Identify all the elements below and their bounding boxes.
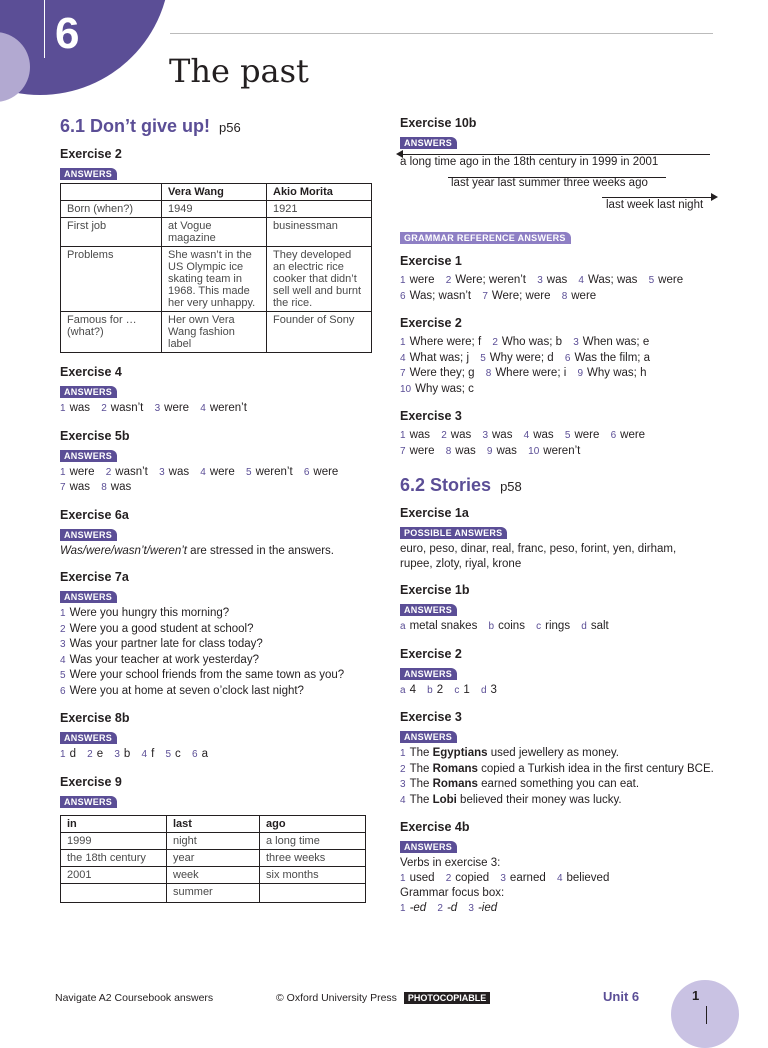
table-header: Vera Wang [162,184,267,201]
stories-exercise-1a [400,506,730,571]
exercise-title: Exercise 2 [400,646,462,661]
grammar-reference-badge: GRAMMAR REFERENCE ANSWERS [400,232,571,244]
exercise-title: Exercise 4b [400,820,470,834]
answers-badge: ANSWERS [400,137,457,149]
section-6-1-title: 6.1 Don’t give up! [60,116,211,136]
table-header: in [61,815,167,832]
exercise-title: Exercise 3 [400,409,462,423]
exercise-9 [60,775,380,903]
table-header-row [61,815,366,832]
left-arrow [402,154,710,155]
table-cell: 1921 [267,201,372,218]
table-cell: They developed an electric rice cooker that didn’t sell well and burnt the rice. [267,247,372,312]
answers-badge: ANSWERS [400,731,457,743]
photocopiable-badge: PHOTOCOPIABLE [404,992,490,1004]
answer-line: 5 Were your school friends from the same town as you? [60,669,345,681]
exercise-8b [60,711,380,763]
exercise-title: Exercise 9 [60,774,122,789]
answer-line: a metal snakes b coins c rings d salt [400,620,609,632]
exercise-title: Exercise 6a [60,507,129,522]
footer-copyright: © Oxford University Press PHOTOCOPIABLE [276,992,490,1004]
unit-number: 6 [55,9,80,58]
right-column [400,116,730,928]
answer-line: 7 were 8 was 9 was 10 weren’t [400,444,581,457]
answer-line: 1 used 2 copied 3 earned 4 believed [400,871,610,884]
answer-line: Verbs in exercise 3: [400,857,501,869]
exercise-title: Exercise 2 [400,316,462,330]
answers-badge: ANSWERS [400,668,457,680]
table-cell: 1949 [162,201,267,218]
answer-line: 1 Were you hungry this morning? [60,607,230,619]
exercise-title: Exercise 1a [400,506,469,520]
answer-line: 7 Were they; g 8 Where were; i 9 Why was; h [400,367,647,379]
table-cell: She wasn’t in the US Olympic ice skating team in 1968. This made her very unhappy. [162,247,267,312]
answer-line: 1 -ed 2 -d 3 -ied [400,901,498,914]
answer-line: 2 The Romans copied a Turkish idea in the first century BCE. [400,762,714,775]
answers-badge: ANSWERS [60,450,117,462]
time-expressions-timeline [400,152,720,218]
table-row [61,218,372,247]
table-cell: at Vogue magazine [162,218,267,247]
exercise-9-table [60,815,366,903]
answer-line: 1 Where were; f 2 Who was; b 3 When was; e [400,336,650,348]
answer-line: 1 was 2 wasn’t 3 were 4 weren’t [60,402,247,414]
answer-line: 1 d 2 e 3 b 4 f 5 c 6 a [60,748,208,760]
answer-line: euro, peso, dinar, real, franc, peso, forint, yen, dirham, rupee, zloty, riyal, krone [400,543,677,570]
exercise-7a [60,570,380,699]
page-number-rule [706,1006,707,1024]
table-row: the 18th century year three weeks [61,849,366,866]
table-row: 2001 week six months [61,866,366,883]
answers-badge: ANSWERS [60,732,117,744]
answer-line: 2 Were you a good student at school? [60,622,254,635]
table-row [61,312,372,353]
answer-line: 3 The Romans earned something you can eat. [400,778,640,790]
right-arrow [602,197,712,198]
footer-unit: Unit 6 [603,989,640,1004]
exercise-title: Exercise 1 [400,254,462,268]
answer-line: 1 were 2 Were; weren’t 3 was 4 Was; was 5 were [400,274,684,286]
exercise-6a [60,508,380,559]
answer-line: 10 Why was; c [400,382,474,395]
table-header [61,184,162,201]
exercise-10b [400,116,730,218]
table-cell: Her own Vera Wang fashion label [162,312,267,353]
section-6-1-page: p56 [219,120,241,135]
table-header: ago [260,815,366,832]
exercise-title: Exercise 10b [400,116,477,130]
table-cell: businessman [267,218,372,247]
answers-badge: ANSWERS [60,168,117,180]
section-6-2-heading [400,475,730,496]
header-rule [170,33,713,34]
grammar-exercise-3 [400,409,730,459]
page-number: 1 [692,988,700,1003]
exercise-title: Exercise 3 [400,710,462,724]
stories-exercise-4b [400,820,730,916]
section-6-1-heading [60,116,380,137]
page-number-circle [671,980,739,1048]
table-cell: First job [61,218,162,247]
answers-badge: ANSWERS [60,796,117,808]
stories-exercise-1b [400,583,730,635]
table-row [61,201,372,218]
section-6-2-page: p58 [500,479,522,494]
footer-book-title: Navigate A2 Coursebook answers [55,992,214,1004]
answer-line: 3 Was your partner late for class today? [60,638,263,650]
answer-line: 1 were 2 wasn’t 3 was 4 were 5 weren’t 6 were [60,465,339,478]
timeline-row-2: last year last summer three weeks ago [451,177,648,189]
answers-badge: ANSWERS [400,604,457,616]
stories-exercise-2 [400,647,730,699]
grammar-exercise-2 [400,316,730,397]
exercise-2-table [60,183,372,353]
table-cell: Founder of Sony [267,312,372,353]
answer-line: Was/were/wasn’t/weren’t are stressed in the answers. [60,544,334,557]
table-row [61,247,372,312]
exercise-2 [60,147,380,353]
grammar-exercise-1 [400,254,730,304]
answer-line: 6 Were you at home at seven o’clock last night? [60,684,304,697]
unit-divider [44,0,45,58]
answer-line: 7 was 8 was [60,481,132,493]
section-6-2-title: 6.2 Stories [400,475,492,495]
timeline-row-1: a long time ago in the 18th century in 1999 in 2001 [400,156,659,168]
page-title: The past [169,52,309,90]
table-cell: Problems [61,247,162,312]
answer-line: 4 What was; j 5 Why were; d 6 Was the film; a [400,351,651,364]
answer-line: 6 Was; wasn’t 7 Were; were 8 were [400,289,597,302]
answer-line: Grammar focus box: [400,887,505,899]
exercise-title: Exercise 2 [60,147,122,161]
stories-exercise-3 [400,710,730,808]
exercise-5b [60,429,380,496]
exercise-title: Exercise 4 [60,365,122,379]
table-header: Akio Morita [267,184,372,201]
answer-line: a 4 b 2 c 1 d 3 [400,683,497,696]
answers-badge: ANSWERS [60,591,117,603]
answer-line: 4 Was your teacher at work yesterday? [60,653,259,666]
table-cell: Famous for … (what?) [61,312,162,353]
left-column [60,116,380,915]
answer-line: 1 The Egyptians used jewellery as money. [400,747,620,759]
answers-badge: ANSWERS [60,529,117,541]
exercise-4 [60,365,380,417]
answer-line: 1 was 2 was 3 was 4 was 5 were 6 were [400,429,646,441]
table-row: 1999 night a long time [61,832,366,849]
possible-answers-badge: POSSIBLE ANSWERS [400,527,507,539]
answer-line: 4 The Lobi believed their money was lucky. [400,793,622,806]
table-header: last [167,815,260,832]
table-cell: Born (when?) [61,201,162,218]
exercise-title: Exercise 1b [400,583,470,597]
timeline-row-3: last week last night [606,199,704,211]
exercise-title: Exercise 8b [60,711,130,725]
answers-badge: ANSWERS [400,841,457,853]
table-header-row [61,184,372,201]
exercise-title: Exercise 7a [60,570,129,584]
exercise-title: Exercise 5b [60,428,130,443]
answers-badge: ANSWERS [60,386,117,398]
table-row: summer [61,883,366,902]
